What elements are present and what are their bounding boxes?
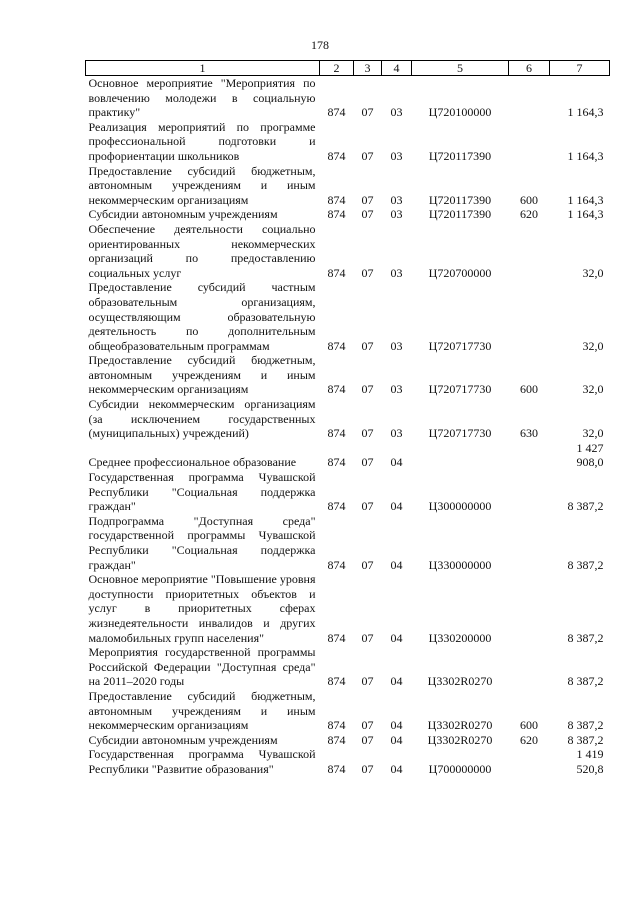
target-article-code: Ц720100000 (428, 105, 492, 120)
subsection-code: 03 (390, 265, 403, 280)
section-code: 07 (361, 192, 374, 207)
expense-type-code (509, 280, 550, 353)
section-code: 07 (361, 105, 374, 120)
target-article-code: Ц720717730 (428, 382, 492, 397)
target-article-code: Ц720717730 (428, 338, 492, 353)
section-code: 07 (361, 265, 374, 280)
expense-type-code (509, 120, 550, 164)
ministry-code: 874 (327, 426, 346, 441)
amount: 1 164,3 (567, 148, 604, 163)
amount: 8 387,2 (567, 557, 604, 572)
section-code: 07 (361, 338, 374, 353)
subsection-code: 04 (390, 718, 403, 733)
item-name: Государственная программа Чувашской Республики "Развитие образования" (88, 747, 316, 776)
section-code: 07 (361, 207, 374, 222)
subsection-code: 04 (390, 557, 403, 572)
target-article-code: Ц330000000 (428, 557, 492, 572)
amount: 1 164,3 (567, 192, 604, 207)
table-row (86, 645, 610, 689)
subsection-code: 03 (390, 382, 403, 397)
page-number: 178 (311, 38, 329, 52)
amount: 1 164,3 (567, 105, 604, 120)
expense-type-code: 600 (520, 718, 538, 733)
ministry-code: 874 (327, 732, 346, 747)
subsection-code: 03 (390, 207, 403, 222)
ministry-code: 874 (327, 557, 346, 572)
subsection-code: 03 (390, 105, 403, 120)
column-header: 5 (412, 61, 509, 76)
item-name: Предоставление субсидий бюджетным, автономным учреждениям и иным некоммерческим организациям (88, 163, 316, 207)
item-name: Реализация мероприятий по программе профессиональной подготовки и профориентации школьников (88, 119, 316, 163)
table-row (86, 120, 610, 164)
expense-type-code: 600 (520, 192, 538, 207)
ministry-code: 874 (327, 382, 346, 397)
expense-type-code: 600 (520, 382, 538, 397)
table-row (86, 207, 610, 222)
item-name: Субсидии некоммерческим организациям (за исключением государственных (муниципальных) учреждений) (88, 397, 316, 441)
section-code: 07 (361, 732, 374, 747)
amount: 1 419 520,8 (576, 747, 604, 776)
table-row (86, 164, 610, 208)
column-header: 2 (320, 61, 354, 76)
ministry-code: 874 (327, 455, 346, 470)
section-code: 07 (361, 718, 374, 733)
item-name: Предоставление субсидий бюджетным, автономным учреждениям и иным некоммерческим организациям (88, 688, 316, 733)
ministry-code: 874 (327, 192, 346, 207)
table-row (86, 397, 610, 441)
section-code: 07 (361, 674, 374, 689)
section-code: 07 (361, 382, 374, 397)
item-name: Субсидии автономным учреждениям (88, 732, 278, 747)
column-header: 1 (86, 61, 320, 76)
target-article-code: Ц720717730 (428, 426, 492, 441)
subsection-code: 04 (390, 455, 403, 470)
subsection-code: 03 (390, 338, 403, 353)
expense-type-code (509, 645, 550, 689)
target-article-code: Ц700000000 (428, 761, 492, 776)
table-header-row (86, 61, 610, 76)
amount: 8 387,2 (567, 499, 604, 514)
section-code: 07 (361, 455, 374, 470)
table-row (86, 689, 610, 733)
section-code: 07 (361, 630, 374, 645)
item-name: Предоставление субсидий бюджетным, автономным учреждениям и иным некоммерческим организациям (88, 353, 316, 397)
expense-type-code: 620 (520, 207, 538, 222)
target-article-code: Ц3302R0270 (427, 674, 493, 689)
subsection-code: 03 (390, 426, 403, 441)
subsection-code: 04 (390, 499, 403, 514)
expense-type-code (509, 514, 550, 572)
ministry-code: 874 (327, 761, 346, 776)
table-row (86, 441, 610, 470)
target-article-code: Ц300000000 (428, 499, 492, 514)
table-row (86, 76, 610, 120)
column-header: 6 (509, 61, 550, 76)
subsection-code: 04 (390, 732, 403, 747)
column-header: 7 (550, 61, 610, 76)
amount: 8 387,2 (567, 630, 604, 645)
subsection-code: 03 (390, 148, 403, 163)
table-row (86, 470, 610, 514)
section-code: 07 (361, 499, 374, 514)
expense-type-code (509, 222, 550, 280)
ministry-code: 874 (327, 499, 346, 514)
table-row (86, 222, 610, 280)
table-row (86, 572, 610, 645)
target-article-code: Ц3302R0270 (427, 732, 493, 747)
item-name: Среднее профессиональное образование (88, 455, 297, 470)
ministry-code: 874 (327, 207, 346, 222)
amount: 32,0 (582, 338, 604, 353)
item-name: Основное мероприятие "Повышение уровня доступности приоритетных объектов и услуг в приоритетных сферах жизнедеятельности инвалидов и других маломобильных групп населения" (88, 572, 316, 645)
ministry-code: 874 (327, 265, 346, 280)
ministry-code: 874 (327, 105, 346, 120)
section-code: 07 (361, 557, 374, 572)
table-row (86, 514, 610, 572)
subsection-code: 04 (390, 674, 403, 689)
target-article-code (412, 441, 509, 470)
column-header: 4 (382, 61, 412, 76)
section-code: 07 (361, 148, 374, 163)
section-code: 07 (361, 761, 374, 776)
amount: 32,0 (582, 426, 604, 441)
ministry-code: 874 (327, 338, 346, 353)
amount: 1 427 908,0 (576, 440, 604, 470)
subsection-code: 03 (390, 192, 403, 207)
subsection-code: 04 (390, 761, 403, 776)
section-code: 07 (361, 426, 374, 441)
item-name: Субсидии автономным учреждениям (88, 207, 278, 222)
expense-type-code (509, 747, 550, 776)
subsection-code: 04 (390, 630, 403, 645)
amount: 1 164,3 (567, 207, 604, 222)
target-article-code: Ц3302R0270 (427, 718, 493, 733)
item-name: Предоставление субсидий частным образовательным организациям, осуществляющим образовательную деятельность по дополнительным общеобразовательным программам (88, 280, 316, 353)
budget-table (85, 60, 610, 777)
ministry-code: 874 (327, 148, 346, 163)
ministry-code: 874 (327, 630, 346, 645)
table-row (86, 280, 610, 353)
target-article-code: Ц720700000 (428, 265, 492, 280)
expense-type-code (509, 441, 550, 470)
target-article-code: Ц330200000 (428, 630, 492, 645)
amount: 32,0 (582, 382, 604, 397)
table-row (86, 747, 610, 776)
amount: 8 387,2 (567, 732, 604, 747)
amount: 8 387,2 (567, 674, 604, 689)
ministry-code: 874 (327, 718, 346, 733)
expense-type-code (509, 76, 550, 120)
item-name: Подпрограмма "Доступная среда" государственной программы Чувашской Республики "Социальная поддержка граждан" (88, 513, 316, 572)
item-name: Мероприятия государственной программы Российской Федерации "Доступная среда" на 2011–2020 годы (88, 645, 316, 689)
amount: 8 387,2 (567, 718, 604, 733)
item-name: Основное мероприятие "Мероприятия по вовлечению молодежи в социальную практику" (88, 76, 316, 120)
amount: 32,0 (582, 265, 604, 280)
table-row (86, 353, 610, 397)
expense-type-code: 630 (520, 426, 538, 441)
table-row (86, 733, 610, 748)
ministry-code: 874 (327, 674, 346, 689)
expense-type-code (509, 470, 550, 514)
item-name: Обеспечение деятельности социально ориентированных некоммерческих организаций по предоставлению социальных услуг (88, 221, 316, 280)
column-header: 3 (354, 61, 382, 76)
item-name: Государственная программа Чувашской Республики "Социальная поддержка граждан" (88, 470, 316, 514)
target-article-code: Ц720117390 (428, 207, 492, 222)
target-article-code: Ц720117390 (428, 192, 492, 207)
target-article-code: Ц720117390 (428, 148, 492, 163)
expense-type-code: 620 (520, 732, 538, 747)
expense-type-code (509, 572, 550, 645)
